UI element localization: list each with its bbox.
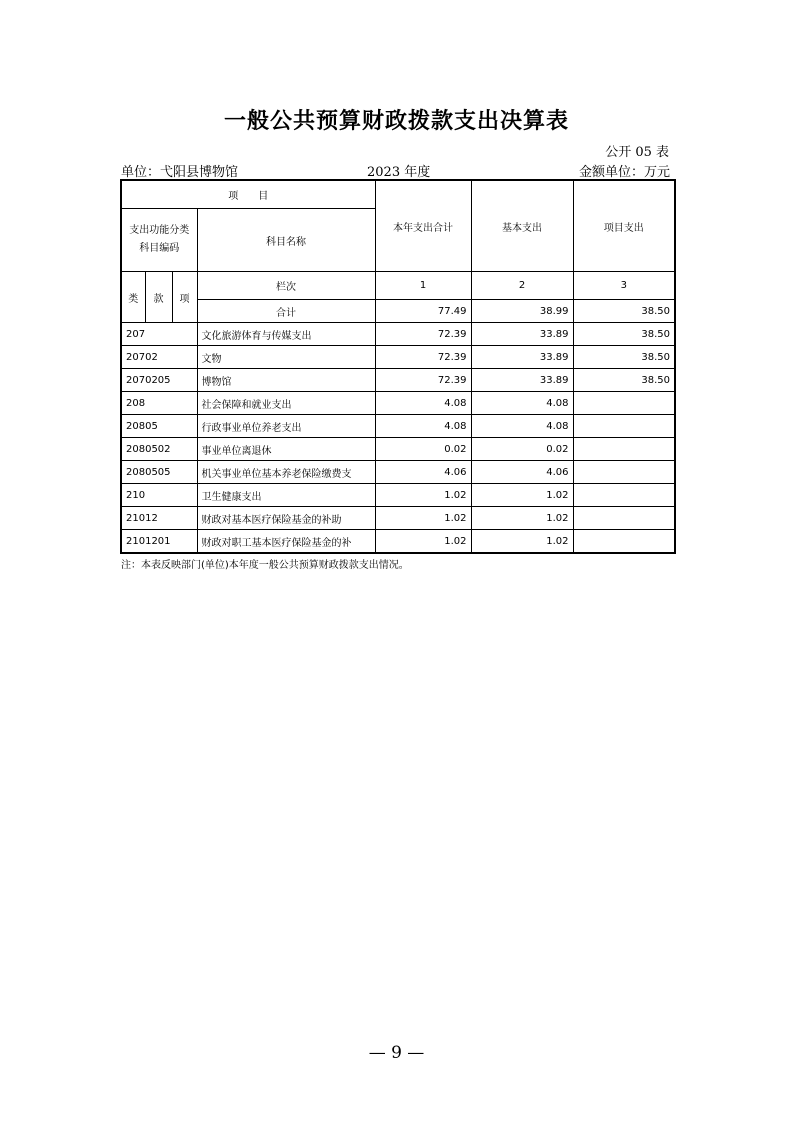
kuan-header: 款 bbox=[145, 272, 172, 323]
row-project bbox=[573, 392, 675, 415]
column-number-3: 3 bbox=[573, 272, 675, 300]
total-project: 38.50 bbox=[573, 300, 675, 323]
table-row bbox=[121, 507, 675, 530]
year-label: 2023 年度 bbox=[367, 165, 431, 180]
total-amount: 77.49 bbox=[375, 300, 471, 323]
row-basic: 33.89 bbox=[471, 346, 573, 369]
column-number-2: 2 bbox=[471, 272, 573, 300]
table-row bbox=[121, 392, 675, 415]
row-name: 博物馆 bbox=[197, 369, 375, 392]
row-total: 1.02 bbox=[375, 484, 471, 507]
row-basic: 1.02 bbox=[471, 507, 573, 530]
table-row bbox=[121, 369, 675, 392]
row-basic: 1.02 bbox=[471, 484, 573, 507]
row-total: 4.06 bbox=[375, 461, 471, 484]
row-basic: 1.02 bbox=[471, 530, 573, 554]
row-code: 207 bbox=[121, 323, 197, 346]
row-basic: 4.08 bbox=[471, 415, 573, 438]
row-project bbox=[573, 438, 675, 461]
row-project: 38.50 bbox=[573, 346, 675, 369]
table-row bbox=[121, 346, 675, 369]
row-total: 1.02 bbox=[375, 530, 471, 554]
xiang-header: 项 bbox=[172, 272, 197, 323]
table-row bbox=[121, 484, 675, 507]
row-project: 38.50 bbox=[573, 369, 675, 392]
row-total: 4.08 bbox=[375, 415, 471, 438]
row-name: 卫生健康支出 bbox=[197, 484, 375, 507]
row-code: 2080502 bbox=[121, 438, 197, 461]
page-title: 一般公共预算财政拨款支出决算表 bbox=[223, 109, 569, 134]
meta-line bbox=[121, 161, 670, 179]
row-basic: 0.02 bbox=[471, 438, 573, 461]
row-basic: 33.89 bbox=[471, 369, 573, 392]
table-row bbox=[121, 461, 675, 484]
form-number: 公开 05 表 bbox=[605, 145, 669, 160]
row-name: 事业单位离退休 bbox=[197, 438, 375, 461]
table-row bbox=[121, 415, 675, 438]
page-number: — 9 — bbox=[368, 1043, 425, 1063]
table-row bbox=[121, 323, 675, 346]
table-row bbox=[121, 530, 675, 554]
row-name: 机关事业单位基本养老保险缴费支 bbox=[197, 461, 375, 484]
row-total: 1.02 bbox=[375, 507, 471, 530]
row-code: 2101201 bbox=[121, 530, 197, 554]
row-project bbox=[573, 530, 675, 554]
project-column-header: 项目支出 bbox=[573, 180, 675, 272]
row-code: 208 bbox=[121, 392, 197, 415]
total-label: 合计 bbox=[197, 300, 375, 323]
row-code: 20805 bbox=[121, 415, 197, 438]
basic-column-header: 基本支出 bbox=[471, 180, 573, 272]
lei-header: 类 bbox=[121, 272, 145, 323]
row-name: 财政对基本医疗保险基金的补助 bbox=[197, 507, 375, 530]
row-project: 38.50 bbox=[573, 323, 675, 346]
row-code: 21012 bbox=[121, 507, 197, 530]
code-title-header: 支出功能分类科目编码 bbox=[121, 209, 197, 272]
row-basic: 4.06 bbox=[471, 461, 573, 484]
row-project bbox=[573, 507, 675, 530]
row-name: 财政对职工基本医疗保险基金的补 bbox=[197, 530, 375, 554]
row-project bbox=[573, 461, 675, 484]
name-title-header: 科目名称 bbox=[197, 209, 375, 272]
table-row bbox=[121, 438, 675, 461]
money-unit-label: 金额单位：万元 bbox=[578, 165, 670, 180]
row-total: 72.39 bbox=[375, 323, 471, 346]
row-name: 文化旅游体育与传媒支出 bbox=[197, 323, 375, 346]
row-code: 2070205 bbox=[121, 369, 197, 392]
row-total: 72.39 bbox=[375, 346, 471, 369]
row-total: 0.02 bbox=[375, 438, 471, 461]
row-basic: 4.08 bbox=[471, 392, 573, 415]
row-code: 210 bbox=[121, 484, 197, 507]
total-basic: 38.99 bbox=[471, 300, 573, 323]
column-number-1: 1 bbox=[375, 272, 471, 300]
item-header: 项 目 bbox=[121, 180, 375, 209]
row-code: 20702 bbox=[121, 346, 197, 369]
row-basic: 33.89 bbox=[471, 323, 573, 346]
row-total: 4.08 bbox=[375, 392, 471, 415]
row-project bbox=[573, 415, 675, 438]
total-column-header: 本年支出合计 bbox=[375, 180, 471, 272]
row-name: 社会保障和就业支出 bbox=[197, 392, 375, 415]
row-name: 文物 bbox=[197, 346, 375, 369]
footnote: 注：本表反映部门(单位)本年度一般公共预算财政拨款支出情况。 bbox=[121, 560, 409, 571]
unit-label: 单位：弋阳县博物馆 bbox=[121, 165, 239, 180]
row-name: 行政事业单位养老支出 bbox=[197, 415, 375, 438]
total-row bbox=[121, 300, 675, 323]
budget-table bbox=[120, 179, 676, 554]
row-total: 72.39 bbox=[375, 369, 471, 392]
row-project bbox=[573, 484, 675, 507]
lanci-label: 栏次 bbox=[197, 272, 375, 300]
row-code: 2080505 bbox=[121, 461, 197, 484]
